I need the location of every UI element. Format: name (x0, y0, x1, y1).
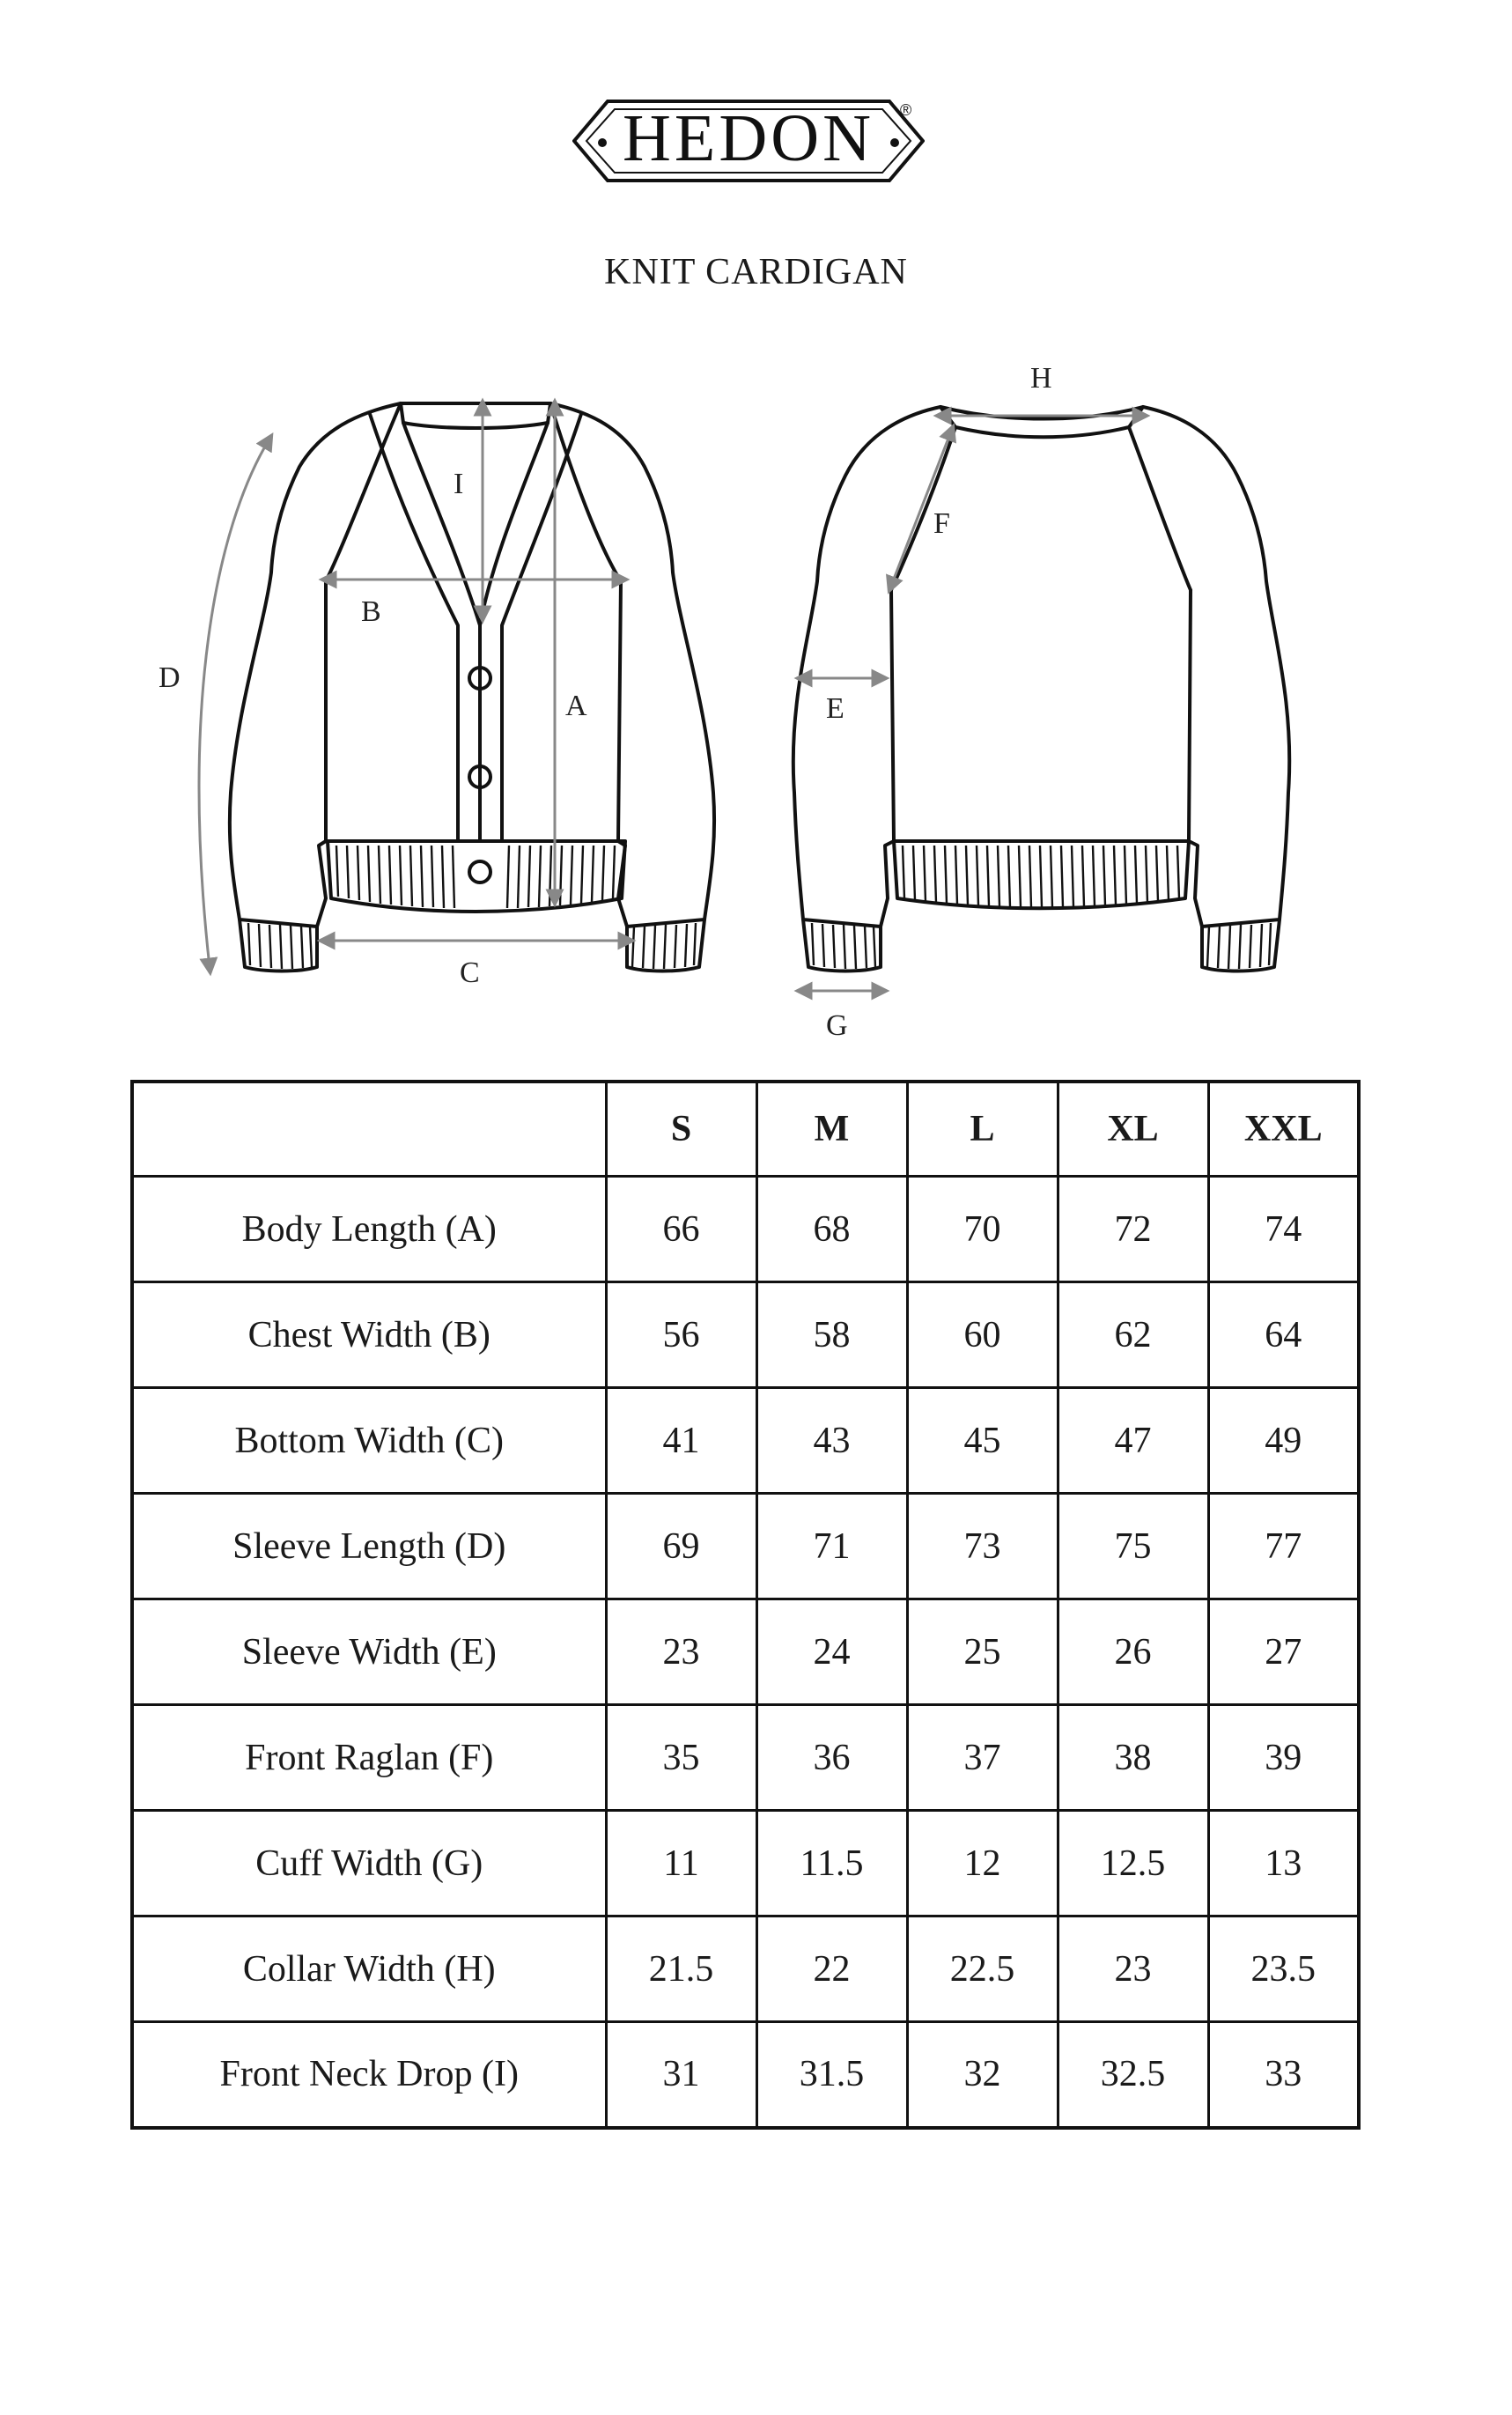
button-icon (469, 861, 490, 883)
table-cell: 45 (907, 1388, 1058, 1494)
label-i: I (454, 468, 464, 500)
table-row (132, 1388, 1359, 1494)
row-label: Front Neck Drop (I) (132, 2022, 606, 2128)
table-cell: 75 (1058, 1494, 1208, 1599)
table-cell: 33 (1208, 2022, 1359, 2128)
table-cell: 66 (606, 1177, 756, 1282)
table-cell: 35 (606, 1705, 756, 1811)
label-c: C (460, 956, 480, 989)
column-header-l: L (907, 1082, 1058, 1177)
table-cell: 23.5 (1208, 1916, 1359, 2022)
row-label: Sleeve Width (E) (132, 1599, 606, 1705)
row-label: Body Length (A) (132, 1177, 606, 1282)
table-cell: 32.5 (1058, 2022, 1208, 2128)
row-label: Chest Width (B) (132, 1282, 606, 1388)
table-row (132, 1811, 1359, 1916)
row-label: Bottom Width (C) (132, 1388, 606, 1494)
table-cell: 74 (1208, 1177, 1359, 1282)
table-cell: 12.5 (1058, 1811, 1208, 1916)
column-header-s: S (606, 1082, 756, 1177)
table-cell: 27 (1208, 1599, 1359, 1705)
table-cell: 39 (1208, 1705, 1359, 1811)
table-cell: 21.5 (606, 1916, 756, 2022)
label-d: D (159, 661, 181, 694)
table-cell: 47 (1058, 1388, 1208, 1494)
table-cell: 73 (907, 1494, 1058, 1599)
label-a: A (565, 690, 587, 722)
label-b: B (361, 595, 381, 628)
row-label: Sleeve Length (D) (132, 1494, 606, 1599)
table-cell: 31.5 (756, 2022, 907, 2128)
table-row (132, 1916, 1359, 2022)
back-view-cardigan (793, 407, 1289, 971)
table-cell: 23 (1058, 1916, 1208, 2022)
back-hem-ribbing (903, 846, 1179, 907)
table-row (132, 1177, 1359, 1282)
table-cell: 11 (606, 1811, 756, 1916)
label-e: E (826, 692, 845, 725)
label-h: H (1030, 362, 1052, 395)
front-hem-ribbing (336, 846, 615, 908)
label-f: F (933, 507, 950, 540)
table-cell: 37 (907, 1705, 1058, 1811)
table-cell: 60 (907, 1282, 1058, 1388)
table-cell: 58 (756, 1282, 907, 1388)
document-title: KNIT CARDIGAN (604, 252, 908, 292)
table-cell: 32 (907, 2022, 1058, 2128)
row-label: Collar Width (H) (132, 1916, 606, 2022)
column-header-xl: XL (1058, 1082, 1208, 1177)
table-cell: 71 (756, 1494, 907, 1599)
table-cell: 64 (1208, 1282, 1359, 1388)
table-cell: 22 (756, 1916, 907, 2022)
row-label: Cuff Width (G) (132, 1811, 606, 1916)
table-cell: 25 (907, 1599, 1058, 1705)
table-cell: 24 (756, 1599, 907, 1705)
table-cell: 69 (606, 1494, 756, 1599)
table-cell: 36 (756, 1705, 907, 1811)
table-cell: 38 (1058, 1705, 1208, 1811)
column-header-xxl: XXL (1208, 1082, 1359, 1177)
table-cell: 26 (1058, 1599, 1208, 1705)
table-cell: 70 (907, 1177, 1058, 1282)
table-cell: 56 (606, 1282, 756, 1388)
registered-mark: ® (900, 101, 912, 119)
table-cell: 11.5 (756, 1811, 907, 1916)
column-header-m: M (756, 1082, 907, 1177)
column-header-blank (132, 1082, 606, 1177)
table-cell: 68 (756, 1177, 907, 1282)
size-chart-table (130, 1080, 1361, 2130)
table-cell: 13 (1208, 1811, 1359, 1916)
table-row (132, 1494, 1359, 1599)
table-cell: 43 (756, 1388, 907, 1494)
table-row (132, 1282, 1359, 1388)
table-cell: 49 (1208, 1388, 1359, 1494)
table-header-row (132, 1082, 1359, 1177)
table-cell: 12 (907, 1811, 1058, 1916)
table-cell: 22.5 (907, 1916, 1058, 2022)
row-label: Front Raglan (F) (132, 1705, 606, 1811)
table-row (132, 2022, 1359, 2128)
table-row (132, 1705, 1359, 1811)
table-cell: 77 (1208, 1494, 1359, 1599)
table-cell: 31 (606, 2022, 756, 2128)
table-cell: 41 (606, 1388, 756, 1494)
front-view-cardigan (230, 403, 714, 971)
table-cell: 62 (1058, 1282, 1208, 1388)
table-cell: 72 (1058, 1177, 1208, 1282)
measurement-diagram (0, 335, 1512, 1039)
brand-name: HEDON (623, 101, 874, 175)
label-g: G (826, 1009, 848, 1039)
table-row (132, 1599, 1359, 1705)
table-cell: 23 (606, 1599, 756, 1705)
